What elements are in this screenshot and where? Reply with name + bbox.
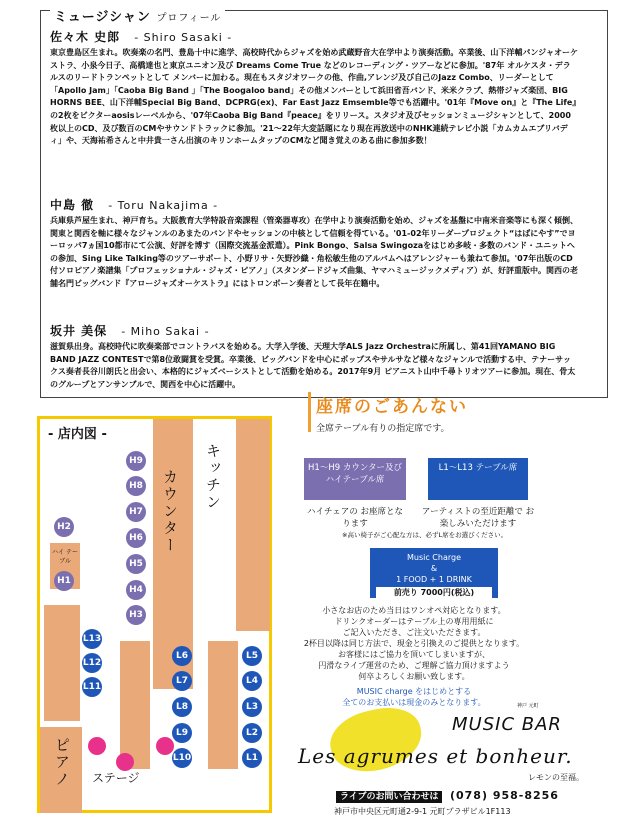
seat-h1[interactable]: H1 [54,571,74,591]
musician-name: 中島 徹 - Toru Nakajima - [50,198,219,212]
profile-heading [50,6,225,25]
contact-label: ライブのお問い合わせは [336,791,442,803]
musician-bio: 東京豊島区生まれ。吹奏楽の名門、豊島十中に進学、高校時代からジャズを始め武蔵野音大在学中より演奏活動。卒業後、山下洋輔パンジャオーケストラ、小泉今日子、高橋達也と東京ユニオン及び Dreams Come True などのレコーディング・ツアーなどに参加。'87年 オルケスタ・デラルスのリードトランペットとして メンバーに加わる。現在もスタジオワークの他、作曲,アレンジ及び自己のJazz Combo、リーダーとして「Apollo Jam」「Caoba Big Band 」「The Boogaloo band」その他メンバーとして浜田省吾バンド、米米クラブ、熱帯ジャズ楽団、BIG HORNS BEE、山下洋輔Special Big Band、DCPRG(ex)、Far East Jazz Emsemble等でも活躍中。'01年『Move on』と『The Life』の2枚をビクターaosisレーベルから、'07年Caoba Big Band『peace』をリリース。スタジオ及びセッションミュージシャンとして、2000枚以上のCD、及び数百のCMやサウンドトラックに参加。'21～22年大変話題になり現在再放送中のNHK連続テレビ小説「カムカムエブリバディ」や、天海祐希さんと中井貴一さん出演のキリンホームタップのCMなど聞き覚えのある曲に参加多数！ [50,48,578,146]
seat-l10[interactable]: L10 [172,748,192,768]
seat-l11[interactable]: L11 [82,677,102,697]
floor-map [37,416,272,813]
musician-nakajima [50,196,578,291]
contact-phone[interactable]: (078) 958-8256 [449,789,559,802]
kitchen-label: キッチン [204,443,222,511]
musician-sasaki [50,28,578,148]
seat-l12[interactable]: L12 [82,653,102,673]
seat-l5[interactable]: L5 [242,646,262,666]
seating-title: 座席のごあんない [316,397,468,417]
stage-marker [156,737,174,755]
seat-l2[interactable]: L2 [242,723,262,743]
info-text: 小さなお店のため当日はワンオペ対応となります。 ドリンクオーダーはテーブル上の専用用紙に ご記入いただき、ご注文いただきます。 2杯目以降は同じ方法で、現金と引換えのご提供となります。 お客様にはご協力を頂いてしまいますが、 円滑なライブ運営のため、ご理解ご協力頂けますよう 何卒よろしくお願い致します。 MUSIC charge をはじめとする 全てのお支払いは現金のみとなります。 [303,606,525,707]
charge-box [370,548,498,598]
high-table-label: ハイ テーブル [52,549,78,565]
musician-name: 坂井 美保 - Miho Sakai - [50,324,210,338]
stage-marker [116,753,134,771]
seat-l7[interactable]: L7 [172,671,192,691]
seat-h8[interactable]: H8 [126,476,146,496]
kitchen-block [236,419,270,631]
musician-bio: 滋賀県出身。高校時代に吹奏楽部でコントラバスを始める。大学入学後、天理大学ALS Jazz Orchestraに所属し、第41回YAMANO BIG BAND JAZZ CONTESTで第8位敢闘賞を受賞。卒業後、ビッグバンドを中心にポップスやサルサなど様々なジャンルで活動する中、テナーサックス奏者長谷川朗氏と出会い、本格的にジャズベーシストとして活動を始める。2017年9月 ピアニスト山中千尋トリオツアーに参加。現在、骨太のグループとアンサンブルで、関西を中心に活躍中。 [50,342,576,389]
seat-h6[interactable]: H6 [126,528,146,548]
accent-bar [308,392,311,432]
seat-l3[interactable]: L3 [242,697,262,717]
musician-bio: 兵庫県芦屋生まれ、神戸育ち。大阪教育大学特設音楽課程（管楽器専攻）在学中より演奏活動を始め、ジャズを基盤に中南米音楽等にも深く傾倒、関東と関西を軸に様々なジャンルのあまたのバンドやセッションの中核として信頼を得ている。'01-02年リーダープロジェクト“はばにやす”でヨーロッパ7ヵ国10都市にて公演、好評を博す（国際交流基金派遣）。Pink Bongo、Salsa Swingozaをはじめ多岐・多数のバンド・ユニットへの参加、Sing Like Talking等のツアーサポート、小野リサ・矢野沙織・角松敏生他のアルバムへはアレンジャーも兼ねて参加。'07年出版のCD付ソロピアノ楽譜集「プロフェッショナル・ジャズ・ピアノ」（スタンダードジャズ曲集、ヤマハミュージックメディア）が、好評重版中。関西の老舗名門ビッグバンド『アロージャズオーケストラ』にはトロンボーン奏者として長年在籍中。 [50,216,578,288]
l-seat-desc: アーティストの至近距離で お楽しみいただけます [421,507,535,529]
seating-note: 全席テーブル有りの指定席です。 [316,424,450,434]
l-table-right [208,641,238,769]
seat-l8[interactable]: L8 [172,697,192,717]
seat-h7[interactable]: H7 [126,502,146,522]
seating-guide [308,392,468,434]
piano-label: ピアノ [53,737,71,788]
seat-l13[interactable]: L13 [82,629,102,649]
musician-sakai [50,322,578,391]
l-table-left [120,641,150,769]
seat-caution: ※高い椅子がご心配な方は、必ずL席をお選びください。 [342,531,508,539]
charge-line1: Music Charge [406,553,461,562]
contact [336,789,559,802]
seat-h9[interactable]: H9 [126,451,146,471]
brand-location: 神戸 元町 [517,703,539,709]
h-seat-legend: H1～H9 カウンター及び ハイテーブル席 [304,458,406,500]
musician-name: 佐々木 史郎 - Shiro Sasaki - [50,30,233,44]
seat-h2[interactable]: H2 [54,517,74,537]
profile-heading-sub: プロフィール [156,13,222,24]
seat-h3[interactable]: H3 [126,605,146,625]
seat-l4[interactable]: L4 [242,671,262,691]
floor-title: - 店内図 - [48,427,107,442]
charge-price: 前売り 7000円(税込) [376,587,492,599]
stage-label: ステージ [92,771,140,785]
stage-marker [88,737,106,755]
seat-l1[interactable]: L1 [242,748,262,768]
h-seat-desc: ハイチェアの お座席となります [307,507,403,529]
seat-h4[interactable]: H4 [126,580,146,600]
seat-l9[interactable]: L9 [172,723,192,743]
seat-l6[interactable]: L6 [172,646,192,666]
brand-bar: MUSIC BAR [452,714,562,735]
l-seat-legend: L1～L13 テーブル席 [428,458,528,500]
seat-h5[interactable]: H5 [126,554,146,574]
left-wall-table [44,605,80,721]
profile-heading-title: ミュージシャン [54,10,151,25]
brand-name: Les agrumes et bonheur. [298,744,573,768]
address: 神戸市中央区元町通2-9-1 元町プラザビル1F113 [334,807,511,816]
charge-line2: & [430,564,438,573]
brand-tagline: レモンの至福。 [528,773,584,782]
counter-label: カウンター [161,469,179,554]
charge-line3: 1 FOOD + 1 DRINK [396,575,472,584]
